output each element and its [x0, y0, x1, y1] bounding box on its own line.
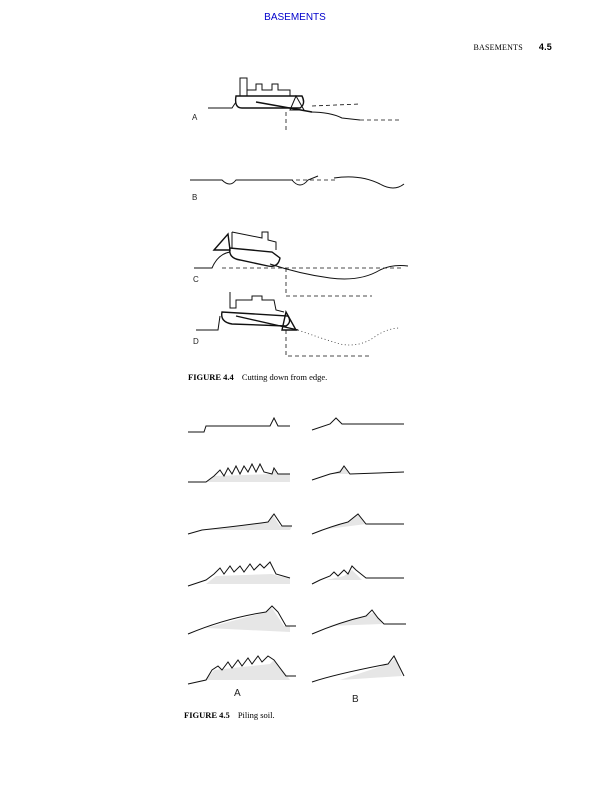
figure-4-4-label: FIGURE 4.4: [188, 372, 234, 382]
running-head-title: BASEMENTS: [473, 43, 523, 52]
panel-c-letter: C: [193, 275, 199, 284]
panel-a-letter: A: [192, 113, 198, 122]
panel-b-letter: B: [192, 193, 198, 202]
top-title-link[interactable]: BASEMENTS: [264, 12, 326, 23]
section-number: 4.5: [538, 42, 552, 52]
column-b-letter: B: [352, 694, 359, 705]
figure-4-4-caption-text: Cutting down from edge.: [241, 372, 328, 382]
figure-4-5-caption: [184, 710, 275, 720]
panel-d-letter: D: [193, 337, 199, 346]
figure-4-5-caption-text: Piling soil.: [237, 710, 275, 720]
figure-4-5-label: FIGURE 4.5: [184, 710, 230, 720]
column-a-piling-sequence: [188, 418, 296, 699]
column-a-letter: A: [234, 688, 241, 699]
column-b-piling-sequence: [312, 418, 406, 705]
